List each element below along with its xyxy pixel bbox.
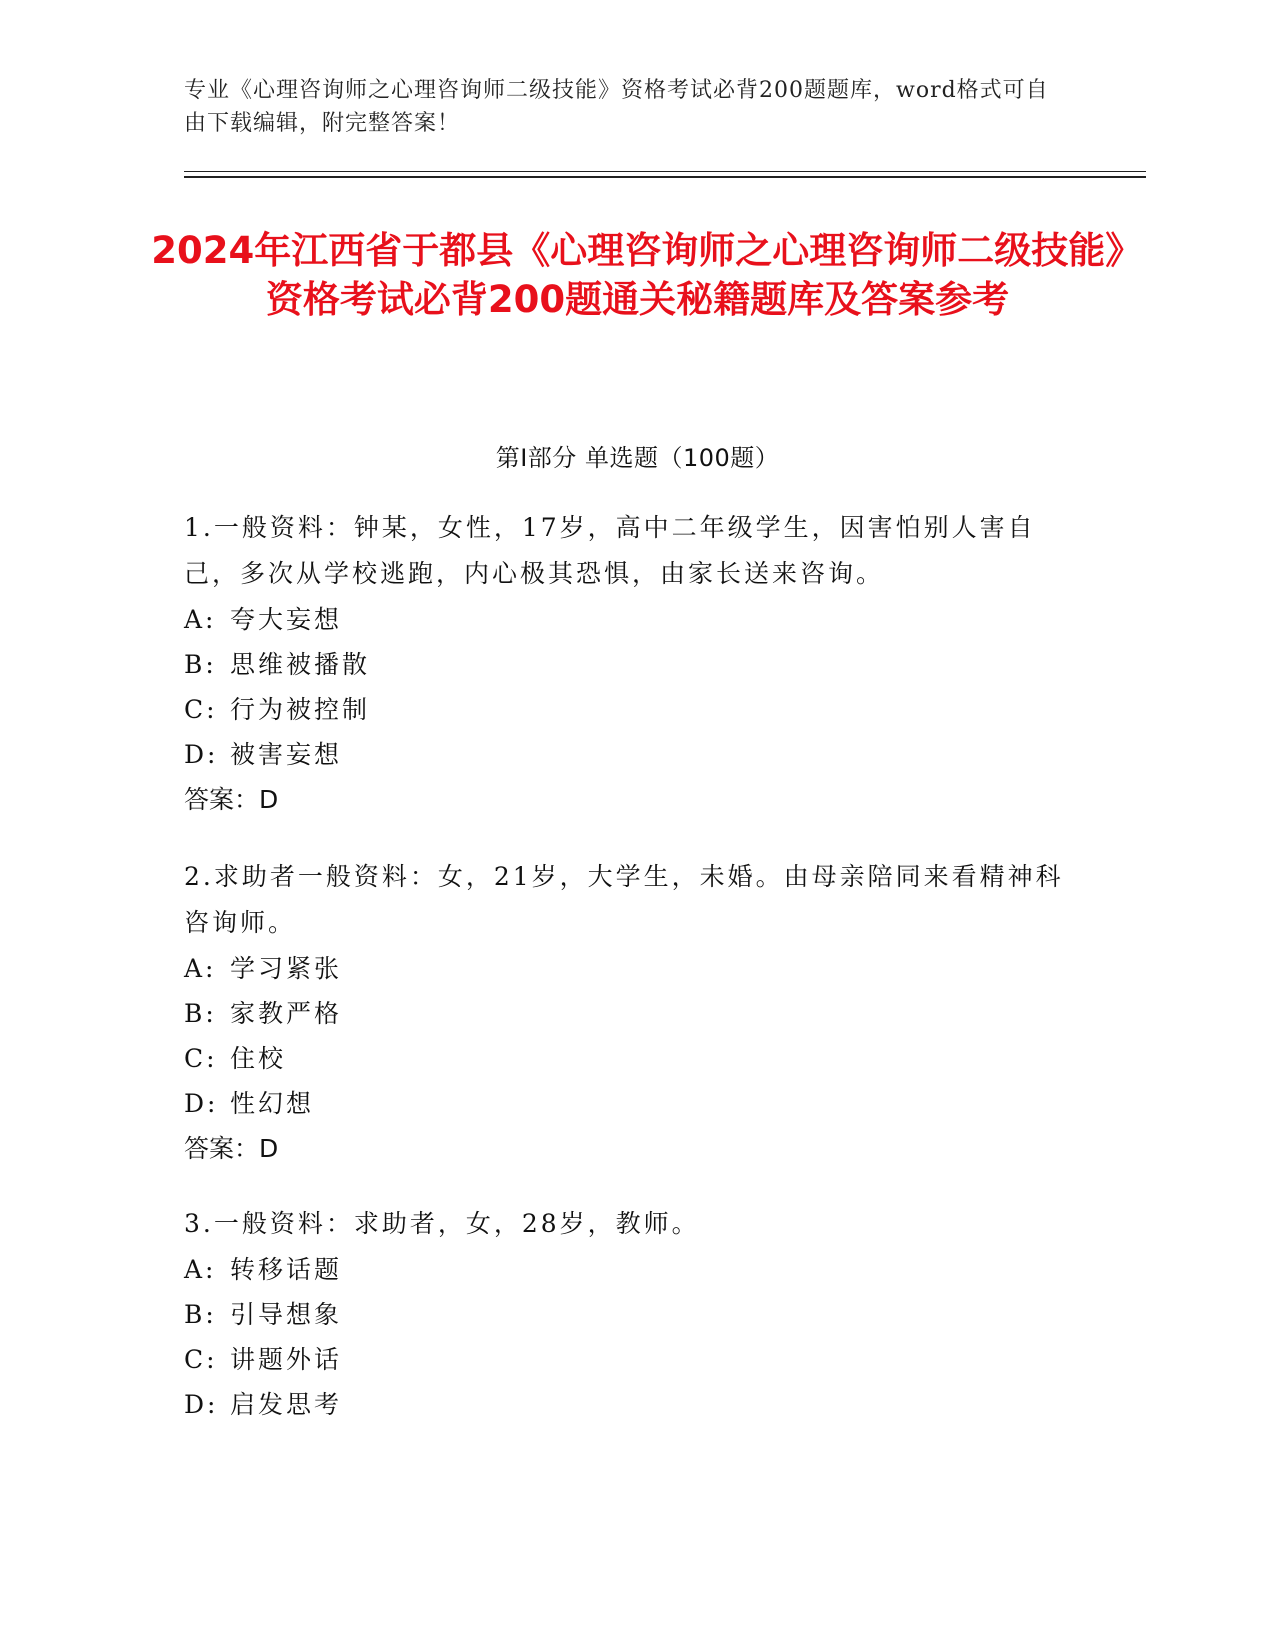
option-a	[184, 597, 1064, 642]
option-text: 引导想象	[230, 1300, 343, 1329]
option-text: 被害妄想	[230, 740, 343, 769]
option-text: 转移话题	[230, 1255, 343, 1284]
option-b	[184, 642, 1064, 687]
question-3	[184, 1201, 1064, 1427]
option-text: 住校	[230, 1044, 287, 1073]
section-heading: 第Ⅰ部分 单选题（100题）	[495, 444, 780, 472]
option-b	[184, 991, 1064, 1036]
option-text: 家教严格	[230, 999, 343, 1028]
option-letter: B:	[184, 650, 217, 679]
option-text: 思维被播散	[230, 650, 371, 679]
option-letter: D:	[184, 740, 219, 769]
answer-line: 答案：D	[184, 785, 279, 814]
option-letter: A:	[184, 954, 217, 983]
question-stem: 2.求助者一般资料：女，21岁，大学生，未婚。由母亲陪同来看精神科咨询师。	[184, 862, 1064, 937]
option-d	[184, 1382, 1064, 1427]
option-text: 夸大妄想	[230, 605, 343, 634]
option-text: 讲题外话	[230, 1345, 343, 1374]
option-letter: B:	[184, 1300, 217, 1329]
option-letter: D:	[184, 1390, 219, 1419]
option-d	[184, 1081, 1064, 1126]
option-letter: C:	[184, 695, 218, 724]
option-a	[184, 1247, 1064, 1292]
header-rule-thin	[184, 171, 1146, 172]
option-c	[184, 1337, 1064, 1382]
option-letter: A:	[184, 605, 217, 634]
document-title: 2024年江西省于都县《心理咨询师之心理咨询师二级技能》资格考试必背200题通关秘籍题库及答案参考	[151, 229, 1124, 321]
option-letter: C:	[184, 1345, 218, 1374]
option-b	[184, 1292, 1064, 1337]
answer-line: 答案：D	[184, 1134, 279, 1163]
option-c	[184, 687, 1064, 732]
option-letter: D:	[184, 1089, 219, 1118]
question-2	[184, 854, 1064, 1171]
option-text: 学习紧张	[230, 954, 343, 983]
header-rule-thick	[184, 176, 1146, 178]
header-note: 专业《心理咨询师之心理咨询师二级技能》资格考试必背200题题库，word格式可自由下载编辑，附完整答案！	[184, 78, 1049, 136]
option-text: 性幻想	[230, 1089, 315, 1118]
option-letter: B:	[184, 999, 217, 1028]
question-1	[184, 505, 1064, 822]
question-stem: 3.一般资料：求助者，女，28岁，教师。	[184, 1209, 700, 1238]
option-letter: A:	[184, 1255, 217, 1284]
option-d	[184, 732, 1064, 777]
option-text: 行为被控制	[230, 695, 371, 724]
option-letter: C:	[184, 1044, 218, 1073]
option-c	[184, 1036, 1064, 1081]
option-text: 启发思考	[230, 1390, 343, 1419]
option-a	[184, 946, 1064, 991]
question-stem: 1.一般资料：钟某，女性，17岁，高中二年级学生，因害怕别人害自己，多次从学校逃跑，内心极其恐惧，由家长送来咨询。	[184, 513, 1036, 588]
